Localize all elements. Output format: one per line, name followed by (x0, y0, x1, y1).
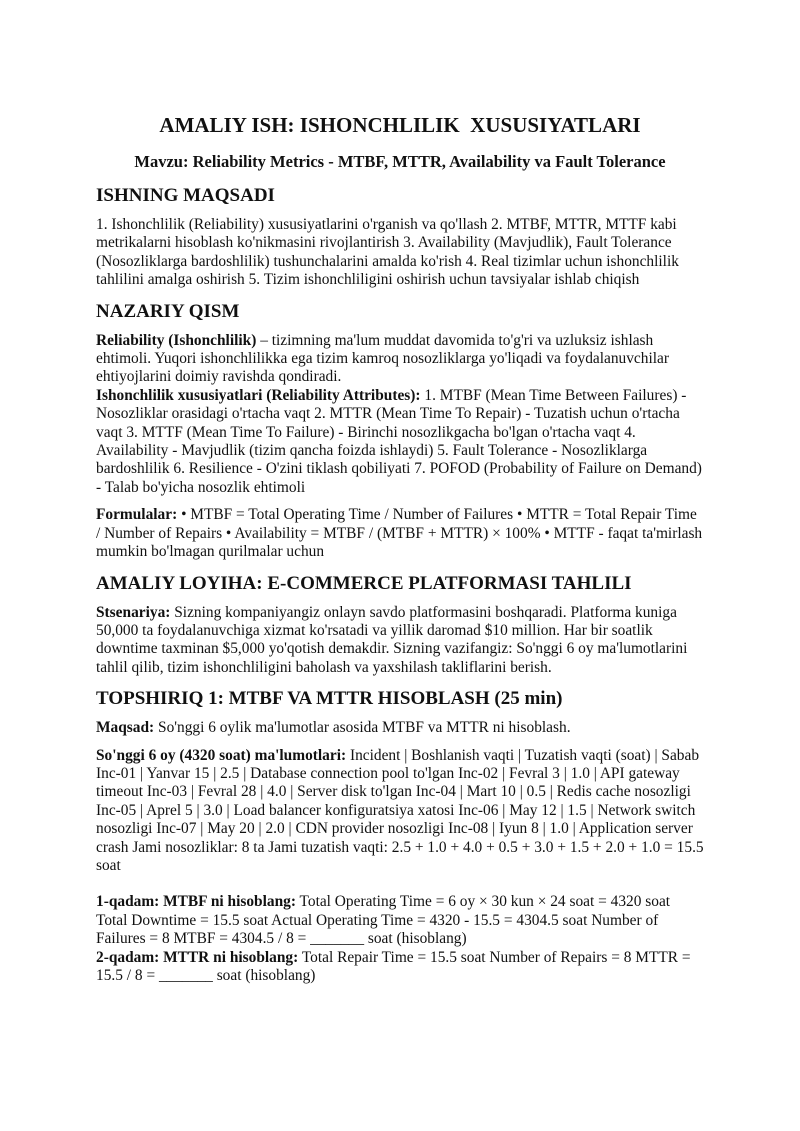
reliability-text: – tizimning ma'lum muddat davomida to'g'ri va uzluksiz ishlash ehtimoli. Yuqori ishonchlilikka ega tizim kamroq nosozliklarga yo'liqadi va foydalanuvchilar ehtiyojlarini doimiy ravishda qondiradi. (96, 331, 669, 386)
step1-paragraph (96, 893, 704, 948)
attributes-text: 1. MTBF (Mean Time Between Failures) - Nosozliklar orasidagi o'rtacha vaqt 2. MTTR (Mean Time To Repair) - Tuzatish uchun o'rtacha vaqt 3. MTTF (Mean Time To Failure) - Birinchi nosozlikgacha bo'lgan o'rtacha vaqt 4. Availability - Mavjudlik (tizim qancha foizda ishlaydi) 5. Fault Tolerance - Nosozliklarga bardoshlilik 6. Resilience - O'zini tiklash qobiliyati 7. POFOD (Probability of Failure on Demand) - Talab bo'yicha nosozlik ehtimoli (96, 386, 702, 496)
topshiriq1-heading: TOPSHIRIQ 1: MTBF VA MTTR HISOBLASH (25 min) (96, 688, 563, 710)
incident-data-label: So'nggi 6 oy (4320 soat) ma'lumotlari: (96, 746, 347, 764)
step2-label: 2-qadam: MTTR ni hisoblang: (96, 948, 299, 966)
scenario-paragraph (96, 604, 704, 678)
maqsad-heading: ISHNING MAQSADI (96, 185, 275, 206)
reliability-paragraph (96, 332, 704, 387)
loyiha-heading: AMALIY LOYIHA: E-COMMERCE PLATFORMASI TAHLILI (96, 572, 632, 594)
step2-text: Total Repair Time = 15.5 soat Number of Repairs = 8 MTTR = 15.5 / 8 = _______ soat (hisoblang) (96, 948, 691, 984)
goal-paragraph (96, 719, 704, 737)
formulas-paragraph (96, 506, 704, 561)
document-title: AMALIY ISH: ISHONCHLILIK XUSUSIYATLARI (159, 113, 641, 137)
maqsad-paragraph: 1. Ishonchlilik (Reliability) xususiyatlarini o'rganish va qo'llash 2. MTBF, MTTR, MTTF kabi metrikalarni hisoblash ko'nikmasini rivojlantirish 3. Availability (Mavjudlik), Fault Tolerance (Nosozliklarga bardoshlilik) tushunchalarini amalda ko'rish 4. Real tizimlar uchun ishonchlilik tahlilini amalga oshirish 5. Tizim ishonchliligini oshirish uchun tavsiyalar ishlab chiqish (96, 216, 679, 289)
step2-paragraph (96, 949, 704, 986)
scenario-text: Sizning kompaniyangiz onlayn savdo platformasini boshqaradi. Platforma kuniga 50,000 ta foydalanuvchiga xizmat ko'rsatadi va yillik daromad $10 million. Har bir soatlik downtime taxminan $5,000 yo'qotish demakdir. Sizning vazifangiz: So'nggi 6 oy ma'lumotlarini tahlil qilib, tizim ishonchliligini baholash va yaxshilash takliflarini berish. (96, 603, 688, 676)
document-subtitle: Mavzu: Reliability Metrics - MTBF, MTTR, Availability va Fault Tolerance (134, 152, 666, 171)
scenario-label: Stsenariya: (96, 603, 171, 621)
attributes-paragraph (96, 387, 704, 497)
goal-text: So'nggi 6 oylik ma'lumotlar asosida MTBF va MTTR ni hisoblash. (154, 719, 571, 737)
formulas-text: • MTBF = Total Operating Time / Number of Failures • MTTR = Total Repair Time / Number of Repairs • Availability = MTBF / (MTBF + MTTR) × 100% • MTTF - faqat ta'mirlash mumkin bo'lmagan qurilmalar uchun (96, 506, 703, 561)
step1-text: Total Operating Time = 6 oy × 30 kun × 24 soat = 4320 soat Total Downtime = 15.5 soat Actual Operating Time = 4320 - 15.5 = 4304.5 soat Number of Failures = 8 MTBF = 4304.5 / 8 = _______ soat (hisoblang) (96, 893, 671, 948)
goal-label: Maqsad: (96, 719, 155, 737)
nazariy-heading: NAZARIY QISM (96, 300, 240, 322)
formulas-label: Formulalar: (96, 506, 178, 524)
incident-data-paragraph (96, 747, 704, 876)
attributes-label: Ishonchlilik xususiyatlari (Reliability Attributes): (96, 386, 421, 404)
reliability-label: Reliability (Ishonchlilik) (96, 331, 257, 349)
incident-data-text: Incident | Boshlanish vaqti | Tuzatish vaqti (soat) | Sabab Inc-01 | Yanvar 15 | 2.5 | Database connection pool to'lgan Inc-02 | Fevral 3 | 1.0 | API gateway timeout Inc-03 | Fevral 28 | 4.0 | Server disk to'lgan Inc-04 | Mart 10 | 0.5 | Redis cache nosozligi Inc-05 | Aprel 5 | 3.0 | Load balancer konfiguratsiya xatosi Inc-06 | May 12 | 1.5 | Network switch nosozligi Inc-07 | May 20 | 2.0 | CDN provider nosozligi Inc-08 | Iyun 8 | 1.0 | Application server crash Jami nosozliklar: 8 ta Jami tuzatish vaqti: 2.5 + 1.0 + 4.0 + 0.5 + 3.0 + 1.5 + 2.0 + 1.0 = 15.5 soat (96, 746, 704, 874)
step1-label: 1-qadam: MTBF ni hisoblang: (96, 893, 296, 911)
